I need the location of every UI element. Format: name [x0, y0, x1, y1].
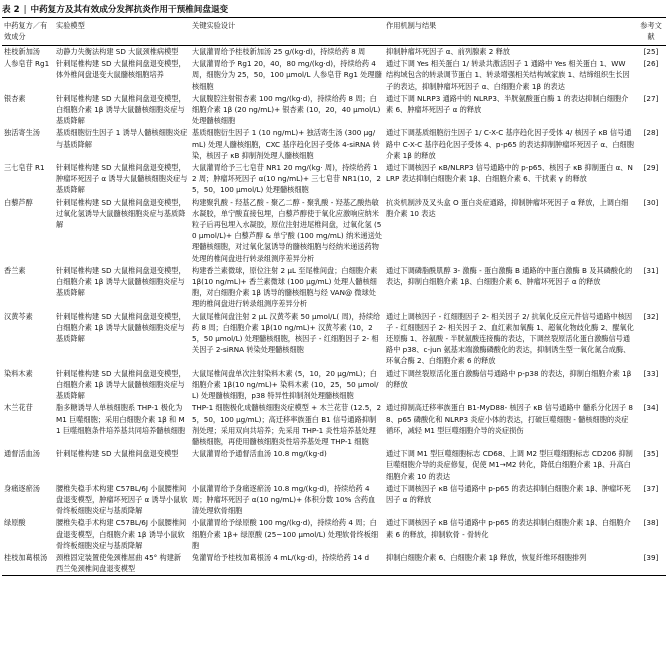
- cell-mechanism: 通过抑制高迁移率族蛋白 B1-MyD88- 核因子 κB 信号通路中 髓系分化因子 88、p65 磷酸化和 NLRP3 炎症小体的表达，打破巨噬细胞 - 髓核细胞的炎症循环，减轻 M1 型巨噬细胞介导的炎症损伤: [386, 403, 633, 435]
- cell-design: 构建香兰素微球，原位注射 2 μL 至尾椎间盘；白细胞介素 1β(10 ng/mL)+ 香兰素微球 (100 μg/mL) 处理人髓核细胞，对白细胞介素 1β 诱导的髓核细胞与经 VAN@ 微球处理的椎间盘进行转录组测序差异分析: [192, 265, 378, 309]
- cell-design: 构建聚乳酸 - 羟基乙酸 - 聚乙二醇 - 聚乳酸 - 羟基乙酸热敏水凝胶，单宁酸直接包埋，白藜芦醇使于氧化应激响应纳米粒子后再包埋入水凝胶，原位注射进尾椎间盘，过氧化氢 (50 μmol/L)+ 白藜芦醇 & 单宁酸 (100 mg/mL) 纳米递送处理髓核细胞，对过氧化氢诱导的髓核细胞与经纳米递送药物处理的椎间盘进行转录组测序差异分析: [192, 197, 382, 263]
- cell-reference: [37]: [643, 483, 659, 493]
- cell-compound: 银杏素: [4, 93, 26, 103]
- table-row: [2, 93, 666, 128]
- cell-reference: [30]: [643, 197, 659, 207]
- cell-model: 针刺尾椎构建 SD 大鼠椎间盘退变模型，白细胞介素 1β 诱导大鼠髓核细胞炎症与基质降解: [56, 368, 186, 401]
- cell-reference: [34]: [643, 403, 659, 413]
- cell-mechanism: 通过上调核因子 - 红细胞因子 2- 相关因子 2/ 抗氧化反应元件信号通路中核因子 - 红细胞因子 2- 相关因子 2、血红素加氧酶 1、超氧化物歧化酶 2、醌氧化还原酶 1、谷氨酸 - 半胱氨酸连接酶的表达，下调丝裂原活化蛋白激酶信号通路中 p38、c-jun 氨基末端激酶磷酸化的表达，抑制诱生型一氧化氮合成酶、环氧合酶 2、白细胞介素 6 的释放: [386, 311, 634, 366]
- data-table: [2, 17, 666, 576]
- cell-compound: 绿原酸: [4, 518, 26, 528]
- cell-mechanism: 通过下调 NLRP3 通路中的 NLRP3、半胱氨酸蛋白酶 1 的表达抑制白细胞介素 6、肿瘤坏死因子 α 的释放: [386, 93, 629, 115]
- cell-design: 兔灌胃给予桂枝加葛根汤 4 mL/(kg·d)，持续给药 14 d: [190, 552, 384, 576]
- cell-compound: 汉黄芩素: [4, 311, 33, 321]
- header-compound: 中药复方／有效成分: [2, 18, 54, 46]
- cell-model: 针刺尾椎构建 SD 大鼠椎间盘退变模型，体外椎间盘退变大鼠髓核细胞培养: [56, 59, 186, 80]
- header-reference: 参考文献: [636, 18, 666, 46]
- cell-reference: [29]: [643, 163, 659, 173]
- table-body: [2, 46, 666, 576]
- cell-design: 小鼠灌胃给予绿原酸 100 mg/(kg·d)，持续给药 4 周；白细胞介素 1β+ 绿原酸 (25~100 μmol/L) 处理软骨终板细胞: [192, 518, 379, 550]
- cell-design: 大鼠灌胃给予通督活血汤 10.8 mg/(kg·d): [192, 449, 327, 459]
- cell-model: 腰椎失稳手术构建 C57BL/6J 小鼠腰椎间盘退变模型，肿瘤坏死因子 α 诱导小鼠软骨终板细胞炎症与基质降解: [56, 483, 188, 516]
- cell-compound: 染料木素: [4, 368, 33, 378]
- cell-reference: [26]: [643, 59, 659, 69]
- cell-design: THP-1 细胞极化成髓核细胞炎症模型 + 木兰花苷 (12.5，25，50，100 μg/mL)；高迁移率族蛋白 B1 信号通路抑制剂处理；采用双向共培养；先采用 THP-1 炎性培养基处理髓核细胞，再使用髓核细胞炎性培养基处理 THP-1 细胞: [192, 403, 382, 446]
- cell-reference: [25]: [643, 47, 659, 56]
- header-design: 关键实验设计: [190, 18, 384, 46]
- header-row: [2, 18, 666, 46]
- cell-design: 大鼠灌胃给予 Rg1 20，40，80 mg/(kg·d)，持续给药 4 周，细胞分为 25，50，100 μmol/L 人参皂苷 Rg1 处理髓核细胞: [192, 59, 382, 91]
- cell-reference: [27]: [643, 93, 659, 103]
- cell-mechanism: 通过下调 M1 型巨噬细胞标志 CD68、上调 M2 型巨噬细胞标志 CD206 抑制巨噬细胞介导的炎症修复，促使 M1→M2 转化，降低白细胞介素 1β、升高白细胞介素 10 的表达: [386, 449, 633, 481]
- cell-design: 大鼠尾椎间盘单次注射染料木素 (5，10，20 μg/mL)；白细胞介素 1β(10 ng/mL)+ 染料木素 (10，25，50 μmol/L) 处理髓核细胞，p38 特异性抑制剂处理髓核细胞: [192, 368, 379, 401]
- cell-compound: 人参皂苷 Rg1: [4, 59, 50, 69]
- table-row: [2, 552, 666, 576]
- table-row: [2, 127, 666, 162]
- table-row: [2, 197, 666, 265]
- table-row: [2, 517, 666, 552]
- cell-model: 脂多糖诱导人单核细胞系 THP-1 极化为 M1 巨噬细胞；采用白细胞介素 1β 和 M1 巨噬细胞条件培养基共同培养髓核细胞: [56, 403, 186, 435]
- cell-reference: [31]: [643, 265, 659, 275]
- header-model: 实验模型: [54, 18, 190, 46]
- cell-mechanism: 通过下调核因子 κB 信号通路中 p-p65 的表达抑制白细胞介素 1β、白细胞介素 6 的释放，抑制软骨 - 骨转化: [386, 518, 631, 539]
- table-row: [2, 58, 666, 93]
- cell-compound: 独活寄生汤: [4, 128, 40, 138]
- cell-mechanism: 通过下调 Yes 相关蛋白 1/ 转录共激活因子 1 通路中 Yes 相关蛋白 1、WW 结构域包含的转录调节蛋白 1、转录增强相关结构域家族 1、结缔组织生长因子的表达，抑制肿瘤坏死因子 α、白细胞介素 1β 的表达: [386, 59, 630, 91]
- table-row: [2, 448, 666, 483]
- cell-model: 针刺尾椎构建 SD 大鼠椎间盘退变模型，白细胞介素 1β 诱导大鼠髓核细胞炎症与基质降解: [56, 311, 186, 344]
- table-number: 表 2: [2, 5, 20, 15]
- table-row: [2, 483, 666, 518]
- header-mechanism: 作用机制与结果: [384, 18, 636, 46]
- cell-mechanism: 通过下调核因子 κB/NLRP3 信号通路中的 p-p65、核因子 κB 抑制蛋白 α、NLRP 表达抑制白细胞介素 1β、白细胞介素 6、干扰素 γ 的释放: [386, 163, 633, 184]
- caption-separator: |: [23, 5, 27, 15]
- cell-compound: 香兰素: [4, 265, 26, 275]
- table-header: [2, 18, 666, 46]
- cell-model: 基质细胞衍生因子 1 诱导人髓核细胞炎症与基质降解: [56, 128, 188, 149]
- cell-mechanism: 通过下调核因子 κB 信号通路中 p-p65 的表达抑制白细胞介素 1β、肿瘤坏死因子 α 的释放: [386, 483, 631, 504]
- cell-reference: [35]: [643, 449, 659, 459]
- cell-mechanism: 抗炎机制涉及叉头盒 O 蛋白炎症通路，抑制肿瘤坏死因子 α 释放，上调白细胞介素 10 表达: [386, 197, 629, 218]
- cell-model: 针刺尾椎构建 SD 大鼠椎间盘退变模型，白细胞介素 1β 诱导大鼠髓核细胞炎症与基质降解: [56, 93, 186, 126]
- cell-mechanism: 抑制肿瘤坏死因子 α、前列腺素 2 释放: [386, 47, 510, 56]
- cell-reference: [39]: [636, 552, 666, 576]
- cell-model: 针刺尾椎构建 SD 大鼠椎间盘退变模型: [56, 449, 179, 459]
- cell-model: 腰椎失稳手术构建 C57BL/6J 小鼠腰椎间盘退变模型，白细胞介素 1β 诱导小鼠软骨终板细胞炎症与基质降解: [56, 518, 187, 550]
- cell-model: 动静力失衡法构建 SD 大鼠颈椎病模型: [56, 47, 179, 56]
- cell-mechanism: 通过下调丝裂原活化蛋白激酶信号通路中 p-p38 的表达，抑制白细胞介素 1β 的释放: [386, 368, 632, 389]
- cell-model: 颈椎固定装置使兔颈椎屈曲 45° 构建新西兰兔颈椎间盘退变模型: [54, 552, 190, 576]
- cell-compound: 木兰花苷: [4, 403, 33, 413]
- table-row: [2, 162, 666, 197]
- cell-compound: 通督活血汤: [4, 449, 40, 459]
- cell-design: 大鼠腹腔注射银杏素 100 mg/(kg·d)，持续给药 8 周；白细胞介素 1β (20 ng/mL)+ 银杏素 (10，20，40 μmol/L) 处理髓核细胞: [192, 93, 381, 126]
- cell-mechanism: 抑制白细胞介素 6、白细胞介素 1β 释放，恢复纤维环细胞排列: [384, 552, 636, 576]
- table-row: [2, 311, 666, 368]
- cell-design: 小鼠灌胃给予身痛逐瘀汤 10.8 mg/(kg·d)，持续给药 4 周；肿瘤坏死因子 α(10 ng/mL)+ 体积分数 10% 含药血清处理软骨细胞: [192, 483, 376, 516]
- cell-compound: 桂枝加葛根汤: [2, 552, 54, 576]
- cell-compound: 三七皂苷 R1: [4, 163, 45, 173]
- table-row: [2, 368, 666, 403]
- cell-mechanism: 通过下调磷脂酰肌醇 3- 激酶 - 蛋白激酶 B 通路的中蛋白激酶 B 及其磷酸化的表达，抑制白细胞介素 1β、白细胞介素 6、肿瘤坏死因子 α 的释放: [386, 265, 633, 287]
- cell-model: 针刺尾椎构建 SD 大鼠椎间盘退变模型，肿瘤坏死因子 α 诱导大鼠髓核细胞炎症与基质降解: [56, 163, 188, 195]
- cell-mechanism: 通过下调基质细胞衍生因子 1/ C-X-C 基序趋化因子受体 4/ 核因子 κB 信号通路中 C-X-C 基序趋化因子受体 4、p-p65 的表达抑制肿瘤坏死因子 α、白细胞介素 1β 的释放: [386, 128, 634, 160]
- cell-design: 大鼠灌胃给予桂枝新加汤 25 g/(kg·d)，持续给药 8 周: [192, 47, 366, 56]
- cell-model: 针刺尾椎构建 SD 大鼠椎间盘退变模型，过氧化氢诱导大鼠髓核细胞炎症与基质降解: [56, 197, 186, 230]
- cell-reference: [28]: [643, 128, 659, 138]
- cell-compound: 身痛逐瘀汤: [4, 483, 40, 493]
- table-caption: [2, 3, 228, 15]
- table-row: [2, 402, 666, 448]
- cell-design: 基质细胞衍生因子 1 (10 ng/mL)+ 独活寄生汤 (300 μg/mL) 处理人髓核细胞，CXC 基序趋化因子受体 4-siRNA 转染，核因子 κB 抑制剂处理人髓核细胞: [192, 128, 380, 160]
- cell-design: 大鼠灌胃给予三七皂苷 NR1 20 mg/(kg· 周)，持续给药 12 周；肿瘤坏死因子 α(10 ng/mL)+ 三七皂苷 NR1(10，25，50，100 μmol/L) 处理髓核细胞: [192, 163, 381, 195]
- cell-compound: 桂枝新加汤: [4, 47, 40, 56]
- table-row: [2, 265, 666, 311]
- cell-model: 针刺尾椎构建 SD 大鼠椎间盘退变模型，白细胞介素 1β 诱导大鼠髓核细胞炎症与基质降解: [56, 265, 186, 298]
- cell-compound: 白藜芦醇: [4, 197, 33, 207]
- cell-reference: [38]: [643, 518, 659, 528]
- cell-design: 大鼠尾椎间盘注射 2 μL 汉黄芩素 50 μmol/L( 周)，持续给药 8 周；白细胞介素 1β(10 ng/mL)+ 汉黄芩素 (10，25，50 μmol/L) 处理髓核细胞，核因子 - 红细胞因子 2- 相关因子 2-siRNA 转染处理髓核细胞: [192, 311, 381, 355]
- table-title: 中药复方及其有效成分发挥抗炎作用干预椎间盘退变: [30, 5, 229, 15]
- table-row: [2, 46, 666, 59]
- cell-reference: [32]: [643, 311, 659, 321]
- cell-reference: [33]: [643, 368, 659, 378]
